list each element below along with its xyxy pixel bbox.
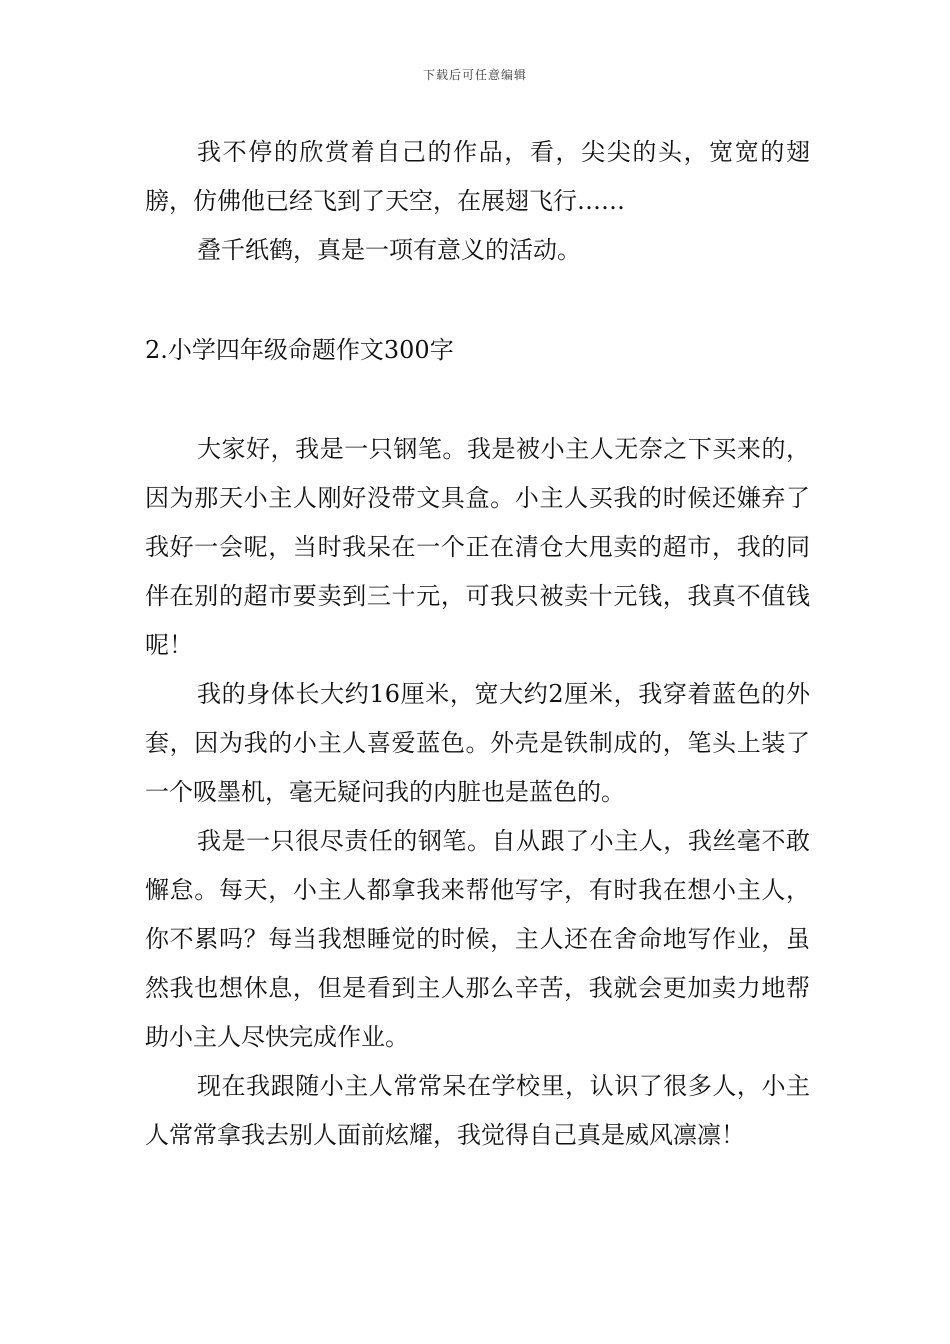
document-body [145, 128, 810, 1160]
page-header: 下载后可任意编辑 [422, 68, 527, 82]
spacer [145, 275, 810, 326]
paragraph: 大家好，我是一只钢笔。我是被小主人无奈之下买来的，因为那天小主人刚好没带文具盒。小主人买我的时候还嫌弃了我好一会呢，当时我呆在一个正在清仓大甩卖的超市，我的同伴在别的超市要卖到三十元，可我只被卖十元钱，我真不值钱呢！ [145, 435, 810, 659]
paragraph: 叠千纸鹤，真是一项有意义的活动。 [197, 236, 581, 264]
paragraph: 现在我跟随小主人常常呆在学校里，认识了很多人，小主人常常拿我去别人面前炫耀，我觉得自己真是威风凛凛！ [145, 1072, 810, 1149]
paragraph: 我的身体长大约16厘米，宽大约2厘米，我穿着蓝色的外套，因为我的小主人喜爱蓝色。外壳是铁制成的，笔头上装了一个吸墨机，毫无疑问我的内脏也是蓝色的。 [145, 680, 810, 806]
section-title: 2.小学四年级命题作文300字 [145, 336, 454, 364]
paragraph: 我是一只很尽责任的钢笔。自从跟了小主人，我丝毫不敢懈怠。每天，小主人都拿我来帮他写字，有时我在想小主人，你不累吗？每当我想睡觉的时候，主人还在舍命地写作业，虽然我也想休息，但是看到主人那么辛苦，我就会更加卖力地帮助小主人尽快完成作业。 [145, 827, 810, 1051]
spacer [145, 375, 810, 425]
paragraph: 我不停的欣赏着自己的作品，看，尖尖的头，宽宽的翅膀，仿佛他已经飞到了天空，在展翅飞行…… [145, 138, 810, 215]
